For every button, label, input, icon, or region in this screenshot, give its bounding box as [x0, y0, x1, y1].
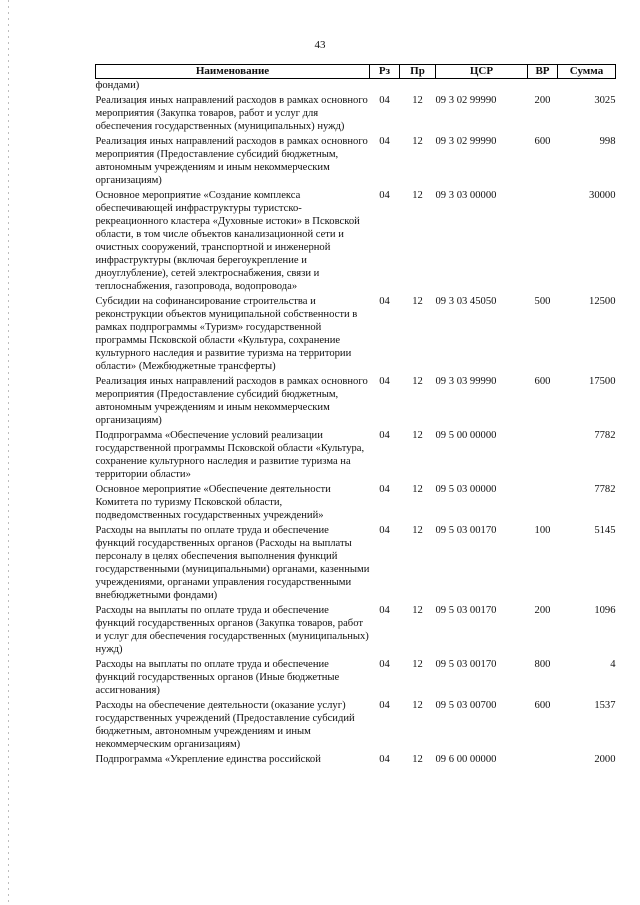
row-vr: 500	[534, 296, 551, 307]
table-row	[96, 295, 616, 375]
row-rz: 04	[379, 484, 390, 495]
page-edge-mark	[8, 0, 9, 905]
row-name: Реализация иных направлений расходов в рамках основного мероприятия (Закупка товаров, работ и услуг для обеспечения государственных (муниципальных) нужд)	[95, 95, 368, 132]
row-pr: 12	[412, 700, 423, 711]
row-name: Расходы на обеспечение деятельности (оказание услуг) государственных учреждений (Предоставление субсидий бюджетным, автономным учреждениям и иным некоммерческим организациям)	[95, 700, 355, 750]
row-name: Расходы на выплаты по оплате труда и обеспечение функций государственных органов (Закупка товаров, работ и услуг для обеспечения государственных (муниципальных) нужд)	[95, 605, 369, 655]
row-name: Расходы на выплаты по оплате труда и обеспечение функций государственных органов (Расходы на выплаты персоналу в целях обеспечения выполнения функций государственными (муниципальными) органами, казенными учреждениями, органами управления государственными внебюджетными фондами)	[95, 525, 370, 601]
row-csr: 09 3 03 99990	[435, 376, 497, 387]
row-vr	[528, 429, 558, 483]
row-vr: 600	[534, 700, 551, 711]
row-csr: 09 5 03 00170	[435, 659, 497, 670]
header-rz: Рз	[370, 65, 400, 79]
row-name: Субсидии на софинансирование строительства и реконструкции объектов муниципальной собственности в рамках подпрограммы «Туризм» государственной программы Псковской области «Культура, сохранение культурного наследия и развитие туризма на территории области» (Межбюджетные трансферты)	[95, 296, 358, 372]
row-rz: 04	[379, 525, 390, 536]
row-pr: 12	[412, 525, 423, 536]
row-rz: 04	[379, 659, 390, 670]
row-rz: 04	[379, 190, 390, 201]
row-vr	[528, 753, 558, 768]
row-sum: 2000	[594, 754, 616, 765]
header-pr: Пр	[400, 65, 436, 79]
row-name: Основное мероприятие «Обеспечение деятельности Комитета по туризму Псковской области, подведомственных государственных учреждений»	[95, 484, 331, 521]
row-pr: 12	[412, 484, 423, 495]
row-sum: 3025	[594, 95, 616, 106]
row-vr: 200	[534, 605, 551, 616]
row-csr	[436, 79, 528, 95]
row-name: Реализация иных направлений расходов в рамках основного мероприятия (Предоставление субсидий бюджетным, автономным учреждениям и иным некоммерческим организациям)	[95, 136, 368, 186]
table-row	[96, 135, 616, 189]
table-row	[96, 429, 616, 483]
row-rz: 04	[379, 95, 390, 106]
row-csr: 09 5 03 00170	[435, 605, 497, 616]
row-vr: 100	[534, 525, 551, 536]
row-pr: 12	[412, 95, 423, 106]
row-name: Расходы на выплаты по оплате труда и обеспечение функций государственных органов (Иные бюджетные ассигнования)	[95, 659, 340, 696]
row-csr: 09 3 03 00000	[435, 190, 497, 201]
table-row	[96, 658, 616, 699]
table-row	[96, 753, 616, 768]
header-vr: ВР	[528, 65, 558, 79]
row-name: фондами)	[95, 80, 140, 91]
row-vr: 800	[534, 659, 551, 670]
row-vr: 600	[534, 376, 551, 387]
row-rz: 04	[379, 136, 390, 147]
row-sum: 1537	[594, 700, 616, 711]
row-sum: 7782	[594, 484, 616, 495]
row-sum: 17500	[589, 376, 616, 387]
table-row	[96, 189, 616, 295]
row-pr	[400, 79, 436, 95]
table-row	[96, 375, 616, 429]
header-name: Наименование	[96, 65, 370, 79]
row-sum	[558, 79, 616, 95]
table-row	[96, 94, 616, 135]
row-vr	[528, 189, 558, 295]
row-name: Подпрограмма «Укрепление единства российской	[95, 754, 321, 765]
row-pr: 12	[412, 754, 423, 765]
row-sum: 5145	[594, 525, 616, 536]
table-row	[96, 699, 616, 753]
row-sum: 4	[610, 659, 616, 670]
row-rz: 04	[379, 376, 390, 387]
row-name: Основное мероприятие «Создание комплекса обеспечивающей инфраструктуры туристско-рекреационного кластера «Духовные истоки» в Псковской области, в том числе объектов канализационной сети и очистных сооружений, транспортной и инженерной инфраструктуры (включая берегоукрепление и дноуглубление), сетей электроснабжения, связи и теплоснабжения, газопровода, водопровода»	[95, 190, 360, 292]
row-name: Подпрограмма «Обеспечение условий реализации государственной программы Псковской области «Культура, сохранение культурного наследия и развитие туризма на территории области»	[95, 430, 365, 480]
row-name: Реализация иных направлений расходов в рамках основного мероприятия (Предоставление субсидий бюджетным, автономным учреждениям и иным некоммерческим организациям)	[95, 376, 368, 426]
budget-table	[95, 64, 616, 768]
row-rz: 04	[379, 754, 390, 765]
row-rz: 04	[379, 605, 390, 616]
header-csr: ЦСР	[436, 65, 528, 79]
row-csr: 09 5 03 00700	[435, 700, 497, 711]
row-csr: 09 5 03 00000	[435, 484, 497, 495]
row-pr: 12	[412, 296, 423, 307]
row-rz: 04	[379, 296, 390, 307]
table-row	[96, 524, 616, 604]
row-vr	[528, 79, 558, 95]
row-sum: 7782	[594, 430, 616, 441]
row-pr: 12	[412, 136, 423, 147]
row-csr: 09 5 03 00170	[435, 525, 497, 536]
row-sum: 12500	[589, 296, 616, 307]
row-csr: 09 3 02 99990	[435, 95, 497, 106]
row-pr: 12	[412, 376, 423, 387]
row-pr: 12	[412, 605, 423, 616]
table-header-row	[96, 65, 616, 79]
page-number: 43	[314, 39, 326, 51]
table-row	[96, 604, 616, 658]
row-rz: 04	[379, 700, 390, 711]
row-sum: 998	[599, 136, 616, 147]
row-rz: 04	[379, 430, 390, 441]
row-sum: 1096	[594, 605, 616, 616]
row-csr: 09 6 00 00000	[435, 754, 497, 765]
row-pr: 12	[412, 430, 423, 441]
row-rz	[370, 79, 400, 95]
row-sum: 30000	[589, 190, 616, 201]
table-row	[96, 79, 616, 95]
row-vr	[528, 483, 558, 524]
row-vr: 200	[534, 95, 551, 106]
row-pr: 12	[412, 190, 423, 201]
row-pr: 12	[412, 659, 423, 670]
row-csr: 09 5 00 00000	[435, 430, 497, 441]
header-sum: Сумма	[558, 65, 616, 79]
row-csr: 09 3 03 45050	[435, 296, 497, 307]
table-row	[96, 483, 616, 524]
row-csr: 09 3 02 99990	[435, 136, 497, 147]
row-vr: 600	[534, 136, 551, 147]
